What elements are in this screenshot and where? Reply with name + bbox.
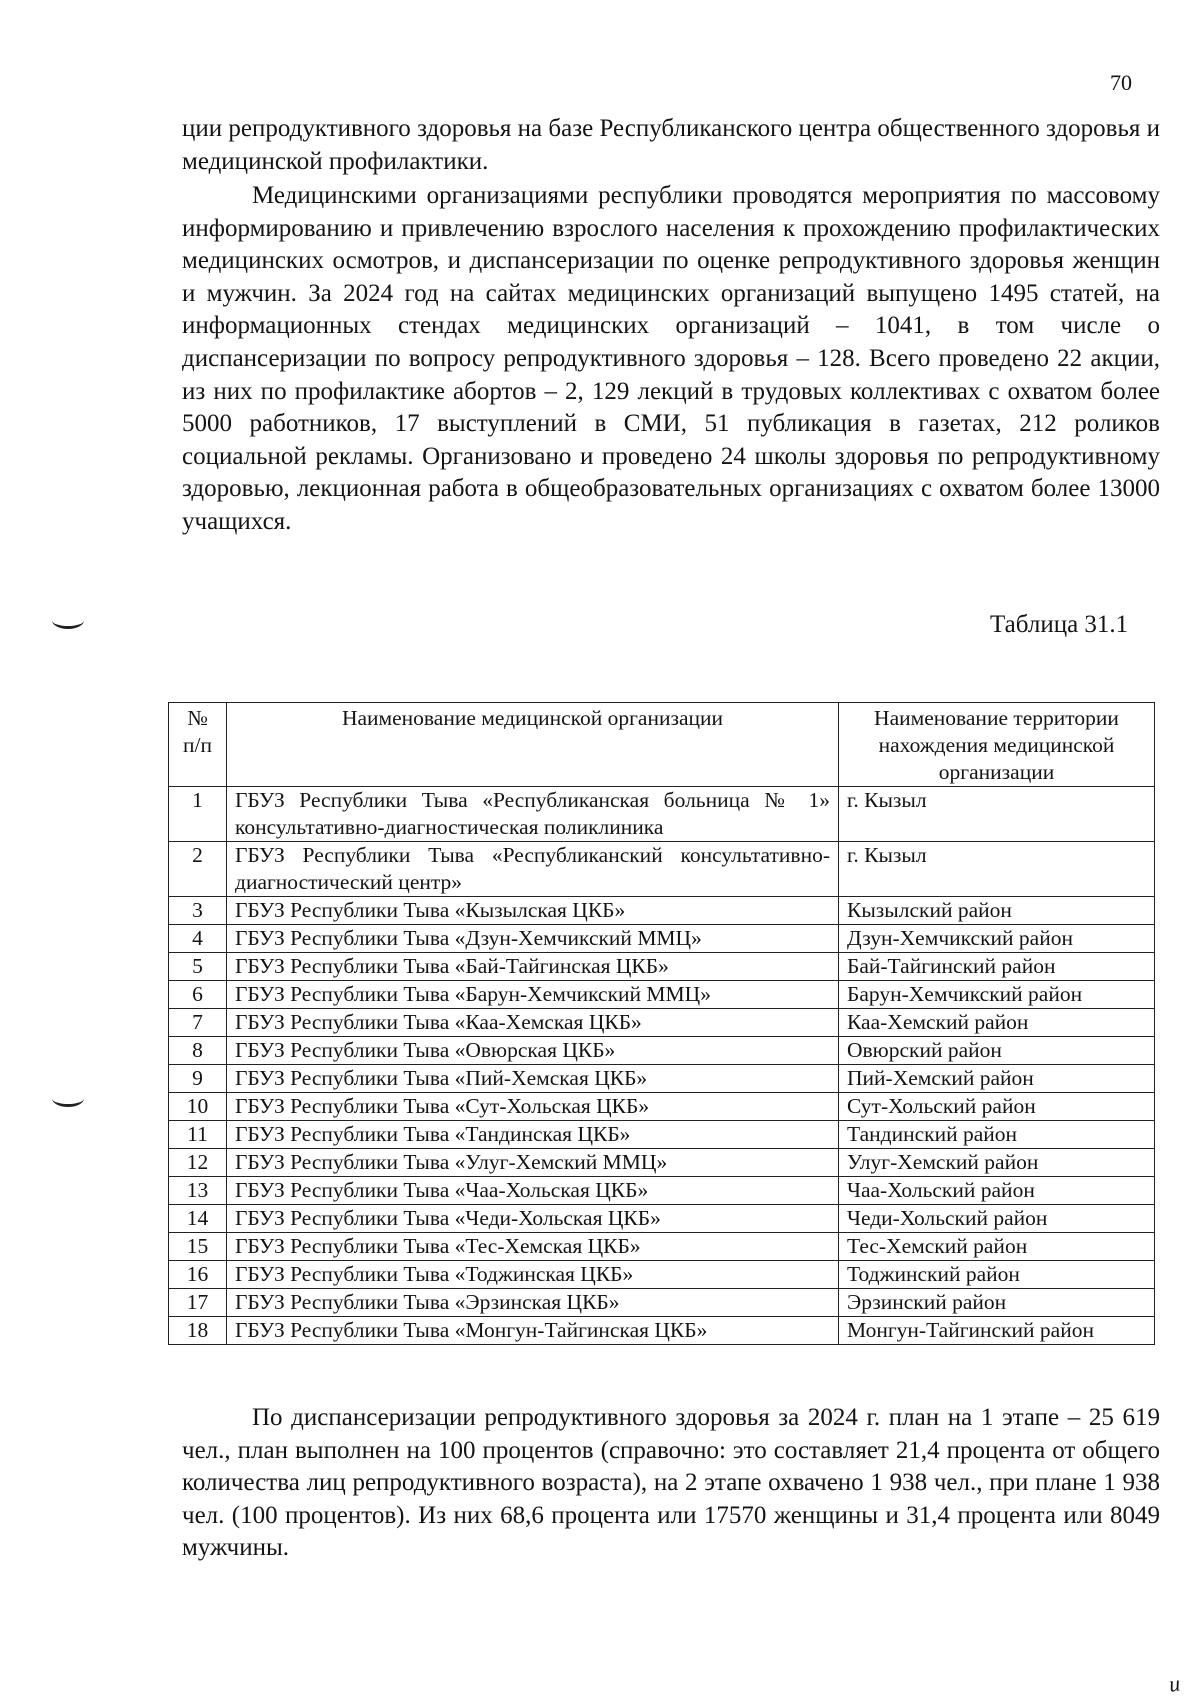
- organization-cell: ГБУЗ Республики Тыва «Улуг-Хемский ММЦ»: [227, 1149, 839, 1177]
- organization-cell: ГБУЗ Республики Тыва «Республиканская больница № 1» консультативно-диагностическая поликлиника: [227, 787, 839, 842]
- territory-cell: Чаа-Хольский район: [839, 1177, 1155, 1205]
- row-number-cell: 16: [169, 1261, 227, 1289]
- territory-cell: Пий-Хемский район: [839, 1065, 1155, 1093]
- organization-cell: ГБУЗ Республики Тыва «Каа-Хемская ЦКБ»: [227, 1009, 839, 1037]
- territory-cell: Каа-Хемский район: [839, 1009, 1155, 1037]
- row-number-cell: 15: [169, 1233, 227, 1261]
- medical-organizations-table: [168, 702, 1155, 1345]
- table-row: [169, 981, 1155, 1009]
- row-number-cell: 11: [169, 1121, 227, 1149]
- organization-cell: ГБУЗ Республики Тыва «Бай-Тайгинская ЦКБ»: [227, 953, 839, 981]
- row-number-cell: 6: [169, 981, 227, 1009]
- organization-cell: ГБУЗ Республики Тыва «Республиканский консультативно-диагностический центр»: [227, 842, 839, 897]
- territory-cell: г. Кызыл: [839, 787, 1155, 842]
- organization-cell: ГБУЗ Республики Тыва «Пий-Хемская ЦКБ»: [227, 1065, 839, 1093]
- row-number-cell: 14: [169, 1205, 227, 1233]
- table-caption: Таблица 31.1: [990, 611, 1129, 638]
- territory-cell: Монгун-Тайгинский район: [839, 1317, 1155, 1345]
- hole-punch-mark: [52, 612, 84, 629]
- row-number-cell: 12: [169, 1149, 227, 1177]
- row-number-cell: 18: [169, 1317, 227, 1345]
- row-number-cell: 7: [169, 1009, 227, 1037]
- header-number: № п/п: [169, 703, 227, 787]
- territory-cell: Дзун-Хемчикский район: [839, 925, 1155, 953]
- table-header-row: [169, 703, 1155, 787]
- organization-cell: ГБУЗ Республики Тыва «Чеди-Хольская ЦКБ»: [227, 1205, 839, 1233]
- row-number-cell: 17: [169, 1289, 227, 1317]
- table-row: [169, 953, 1155, 981]
- organization-cell: ГБУЗ Республики Тыва «Эрзинская ЦКБ»: [227, 1289, 839, 1317]
- row-number-cell: 9: [169, 1065, 227, 1093]
- header-organization: Наименование медицинской организации: [227, 703, 839, 787]
- table-row: [169, 842, 1155, 897]
- table-row: [169, 897, 1155, 925]
- organization-cell: ГБУЗ Республики Тыва «Тоджинская ЦКБ»: [227, 1261, 839, 1289]
- table-row: [169, 1009, 1155, 1037]
- header-territory: Наименование территории нахождения медицинской организации: [839, 703, 1155, 787]
- organization-cell: ГБУЗ Республики Тыва «Тес-Хемская ЦКБ»: [227, 1233, 839, 1261]
- row-number-cell: 5: [169, 953, 227, 981]
- row-number-cell: 10: [169, 1093, 227, 1121]
- table-row: [169, 1233, 1155, 1261]
- hole-punch-mark: [52, 1090, 84, 1107]
- territory-cell: Эрзинский район: [839, 1289, 1155, 1317]
- organization-cell: ГБУЗ Республики Тыва «Дзун-Хемчикский ММЦ»: [227, 925, 839, 953]
- row-number-cell: 4: [169, 925, 227, 953]
- territory-cell: Тоджинский район: [839, 1261, 1155, 1289]
- page-number: 70: [1110, 70, 1132, 95]
- table-body: [169, 787, 1155, 1345]
- table-row: [169, 1205, 1155, 1233]
- territory-cell: Бай-Тайгинский район: [839, 953, 1155, 981]
- row-number-cell: 2: [169, 842, 227, 897]
- paragraph-continuation: ции репродуктивного здоровья на базе Республиканского центра общественного здоровья и медицинской профилактики.: [182, 115, 1160, 175]
- territory-cell: Кызылский район: [839, 897, 1155, 925]
- table-row: [169, 787, 1155, 842]
- organization-cell: ГБУЗ Республики Тыва «Тандинская ЦКБ»: [227, 1121, 839, 1149]
- territory-cell: Чеди-Хольский район: [839, 1205, 1155, 1233]
- table-row: [169, 1037, 1155, 1065]
- table-row: [169, 1149, 1155, 1177]
- row-number-cell: 1: [169, 787, 227, 842]
- organization-cell: ГБУЗ Республики Тыва «Монгун-Тайгинская ЦКБ»: [227, 1317, 839, 1345]
- territory-cell: Улуг-Хемский район: [839, 1149, 1155, 1177]
- table-row: [169, 1177, 1155, 1205]
- table-row: [169, 1065, 1155, 1093]
- organization-cell: ГБУЗ Республики Тыва «Сут-Хольская ЦКБ»: [227, 1093, 839, 1121]
- organization-cell: ГБУЗ Республики Тыва «Кызылская ЦКБ»: [227, 897, 839, 925]
- organization-cell: ГБУЗ Республики Тыва «Барун-Хемчикский ММЦ»: [227, 981, 839, 1009]
- table-row: [169, 1093, 1155, 1121]
- table-row: [169, 1121, 1155, 1149]
- paragraph-outreach-activities: Медицинскими организациями республики проводятся мероприятия по массовому информированию и привлечению взрослого населения к прохождению профилактических медицинских осмотров, и диспансеризации по оценке репродуктивного здоровья женщин и мужчин. За 2024 год на сайтах медицинских организаций выпущено 1495 статей, на информационных стендах медицинских организаций – 1041, в том числе о диспансеризации по вопросу репродуктивного здоровья – 128. Всего проведено 22 акции, из них по профилактике абортов – 2, 129 лекций в трудовых коллективах с охватом более 5000 работников, 17 выступлений в СМИ, 51 публикация в газетах, 212 роликов социальной рекламы. Организовано и проведено 24 школы здоровья по репродуктивному здоровью, лекционная работа в общеобразовательных организациях с охватом более 13000 учащихся.: [182, 182, 1160, 535]
- territory-cell: Сут-Хольский район: [839, 1093, 1155, 1121]
- territory-cell: Овюрский район: [839, 1037, 1155, 1065]
- territory-cell: г. Кызыл: [839, 842, 1155, 897]
- corner-handwritten-mark: и: [1167, 1670, 1182, 1697]
- organization-cell: ГБУЗ Республики Тыва «Чаа-Хольская ЦКБ»: [227, 1177, 839, 1205]
- row-number-cell: 3: [169, 897, 227, 925]
- territory-cell: Тандинский район: [839, 1121, 1155, 1149]
- territory-cell: Барун-Хемчикский район: [839, 981, 1155, 1009]
- row-number-cell: 13: [169, 1177, 227, 1205]
- organization-cell: ГБУЗ Республики Тыва «Овюрская ЦКБ»: [227, 1037, 839, 1065]
- row-number-cell: 8: [169, 1037, 227, 1065]
- territory-cell: Тес-Хемский район: [839, 1233, 1155, 1261]
- paragraph-dispensary-results: По диспансеризации репродуктивного здоровья за 2024 г. план на 1 этапе – 25 619 чел., план выполнен на 100 процентов (справочно: это составляет 21,4 процента от общего количества лиц репродуктивного возраста), на 2 этапе охвачено 1 938 чел., при плане 1 938 чел. (100 процентов). Из них 68,6 процента или 17570 женщины и 31,4 процента или 8049 мужчины.: [182, 1404, 1160, 1562]
- table-row: [169, 925, 1155, 953]
- table-row: [169, 1289, 1155, 1317]
- table-row: [169, 1261, 1155, 1289]
- table-row: [169, 1317, 1155, 1345]
